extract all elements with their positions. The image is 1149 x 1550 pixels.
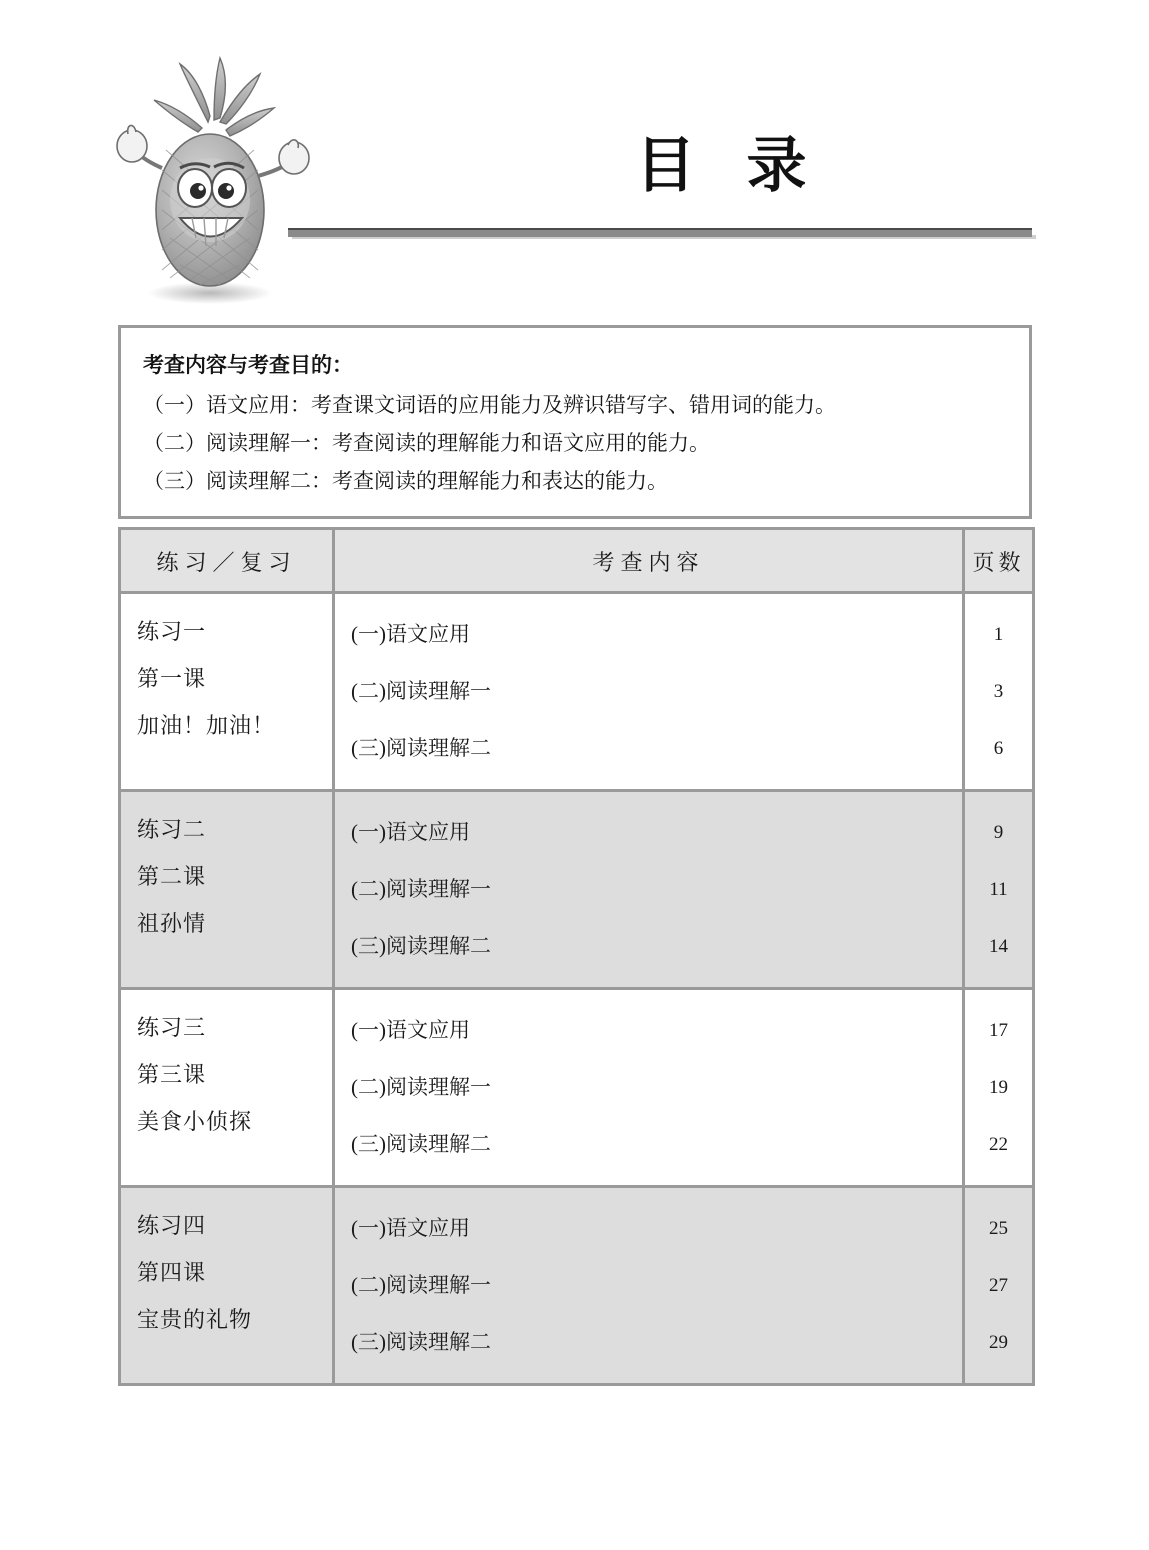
page-number: 1: [993, 624, 1004, 645]
intro-line-1: （一）语文应用：考查课文词语的应用能力及辨识错写字、错用词的能力。: [143, 393, 836, 417]
table-of-contents: [118, 527, 1035, 1386]
intro-heading: 考查内容与考查目的：: [143, 353, 353, 377]
column-header-practice: 练习／复习: [120, 529, 334, 593]
content-item: (三)阅读理解二: [351, 1132, 491, 1156]
table-row: [120, 791, 1034, 989]
table-row: [120, 989, 1034, 1187]
content-item: (一)语文应用: [351, 622, 470, 646]
lesson-line: 练习一: [137, 619, 207, 644]
lesson-line: 加油！加油！: [137, 713, 276, 738]
lesson-line: 第一课: [137, 666, 207, 691]
page-cell: [964, 989, 1034, 1187]
page-number: 9: [993, 822, 1004, 843]
page-cell: [964, 1187, 1034, 1385]
page-number: 6: [993, 738, 1004, 759]
content-item: (二)阅读理解一: [351, 877, 491, 901]
intro-line-2: （二）阅读理解一：考查阅读的理解能力和语文应用的能力。: [143, 431, 710, 455]
page-number: 27: [989, 1275, 1008, 1296]
lesson-cell: [120, 593, 334, 791]
lesson-line: 练习二: [137, 817, 207, 842]
lesson-line: 练习四: [137, 1213, 207, 1238]
page-cell: [964, 593, 1034, 791]
content-item: (三)阅读理解二: [351, 1330, 491, 1354]
content-item: (一)语文应用: [351, 1018, 470, 1042]
page-number: 22: [989, 1134, 1008, 1155]
page-number: 25: [989, 1218, 1008, 1239]
content-item: (三)阅读理解二: [351, 934, 491, 958]
content-item: (一)语文应用: [351, 820, 470, 844]
page-cell: [964, 791, 1034, 989]
lesson-line: 第二课: [137, 864, 207, 889]
page-number: 17: [989, 1020, 1008, 1041]
page-number: 29: [989, 1332, 1008, 1353]
intro-line-3: （三）阅读理解二：考查阅读的理解能力和表达的能力。: [143, 469, 668, 493]
table-row: [120, 1187, 1034, 1385]
content-item: (三)阅读理解二: [351, 736, 491, 760]
column-header-pages: 页数: [964, 529, 1034, 593]
lesson-cell: [120, 989, 334, 1187]
lesson-line: 第三课: [137, 1062, 207, 1087]
table-row: [120, 593, 1034, 791]
lesson-line: 祖孙情: [137, 911, 207, 936]
lesson-cell: [120, 1187, 334, 1385]
title-rule: [288, 228, 1032, 237]
page-number: 14: [989, 936, 1008, 957]
content-item: (二)阅读理解一: [351, 1075, 491, 1099]
page-number: 3: [993, 681, 1004, 702]
lesson-line: 第四课: [137, 1260, 207, 1285]
lesson-line: 宝贵的礼物: [137, 1307, 253, 1332]
content-item: (二)阅读理解一: [351, 679, 491, 703]
page-header: [0, 0, 1149, 310]
content-item: (一)语文应用: [351, 1216, 470, 1240]
content-cell: [334, 989, 964, 1187]
content-cell: [334, 791, 964, 989]
table-header-row: [120, 529, 1034, 593]
intro-box: [118, 325, 1032, 519]
content-cell: [334, 1187, 964, 1385]
page-number: 19: [989, 1077, 1008, 1098]
content-cell: [334, 593, 964, 791]
page-title: 目 录: [635, 133, 825, 199]
lesson-line: 练习三: [137, 1015, 207, 1040]
lesson-line: 美食小侦探: [137, 1109, 253, 1134]
pineapple-mascot-icon: [110, 50, 320, 305]
content-item: (二)阅读理解一: [351, 1273, 491, 1297]
column-header-content: 考查内容: [334, 529, 964, 593]
lesson-cell: [120, 791, 334, 989]
page-number: 11: [989, 879, 1008, 900]
